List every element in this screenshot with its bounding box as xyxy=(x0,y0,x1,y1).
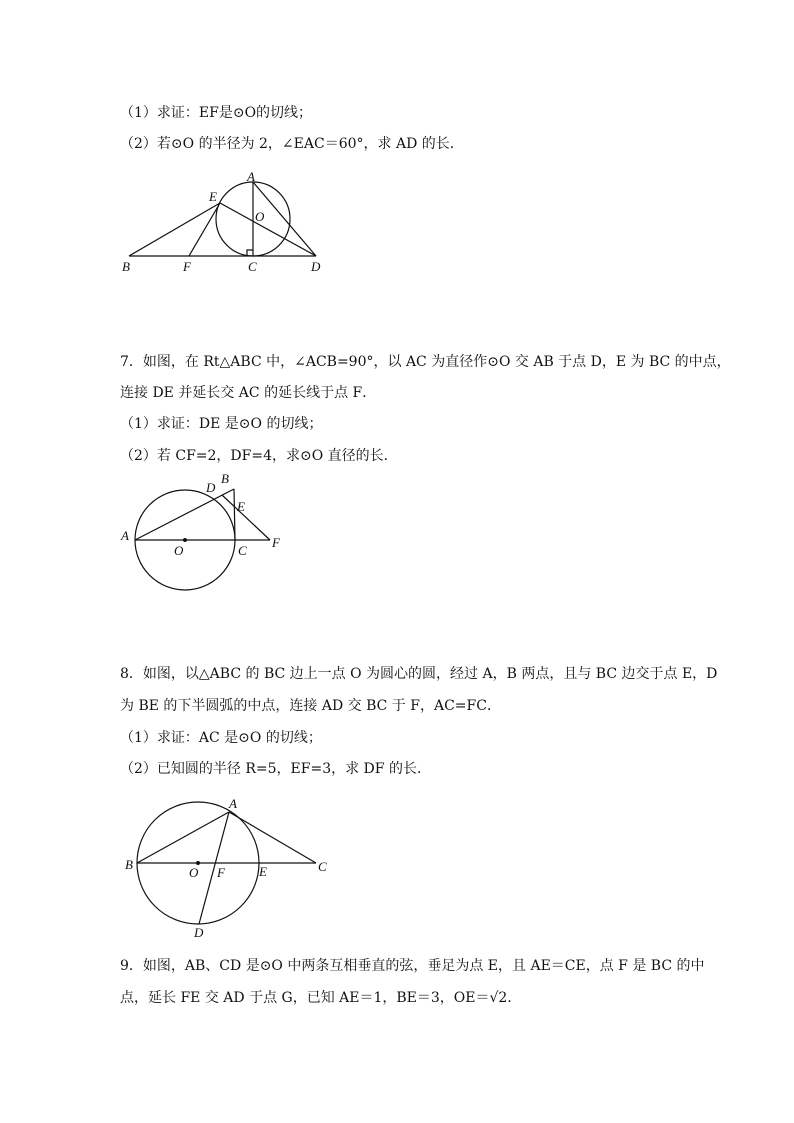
q6-part2: （2）若⊙O 的半径为 2，∠EAC＝60°，求 AD 的长． xyxy=(120,136,464,152)
q8-part1: （1）求证：AC 是⊙O 的切线； xyxy=(120,730,322,746)
fig8-label-f: F xyxy=(217,865,225,880)
fig8-label-e: E xyxy=(259,864,267,879)
fig8-segment-ba xyxy=(137,812,229,863)
fig6-label-f: F xyxy=(183,259,191,274)
fig7-label-a: A xyxy=(121,528,129,543)
q7-line2: 连接 DE 并延长交 AC 的延长线于点 F． xyxy=(120,385,377,401)
q6-part1: （1）求证：EF是⊙O的切线； xyxy=(120,105,313,121)
fig8-segment-ac xyxy=(229,812,316,863)
q7-part2: （2）若 CF=2，DF=4，求⊙O 直径的长． xyxy=(120,448,398,464)
fig8-label-a: A xyxy=(229,796,237,811)
fig7-label-b: B xyxy=(221,471,229,486)
fig8-label-d: D xyxy=(194,925,204,940)
fig7-label-f: F xyxy=(272,535,280,550)
fig8-label-c: C xyxy=(318,859,327,874)
q9-line2: 点，延长 FE 交 AD 于点 G，已知 AE＝1，BE＝3，OE＝√2． xyxy=(120,990,522,1006)
fig8-label-o: O xyxy=(189,865,199,880)
fig6-label-e: E xyxy=(209,189,217,204)
fig6-label-b: B xyxy=(122,259,130,274)
fig7-label-c: C xyxy=(238,543,247,558)
q8-part2: （2）已知圆的半径 R=5，EF=3，求 DF 的长． xyxy=(120,761,431,777)
fig7-label-e: E xyxy=(237,499,245,514)
fig6-label-c: C xyxy=(248,259,257,274)
q9-line1: 9．如图，AB、CD 是⊙O 中两条互相垂直的弦，垂足为点 E，且 AE＝CE，点 F 是 BC 的中 xyxy=(120,958,705,974)
fig6-label-o: O xyxy=(255,209,265,224)
fig8-label-b: B xyxy=(125,857,133,872)
fig6-label-a: A xyxy=(247,169,255,184)
fig7-label-o: O xyxy=(174,543,184,558)
fig6-label-d: D xyxy=(311,259,321,274)
q8-line2: 为 BE 的下半圆弧的中点，连接 AD 交 BC 于 F，AC=FC． xyxy=(120,698,501,714)
fig7-label-d: D xyxy=(206,480,216,495)
q7-line1: 7．如图，在 Rt△ABC 中，∠ACB=90°，以 AC 为直径作⊙O 交 AB 于点 D，E 为 BC 的中点， xyxy=(120,354,731,370)
q8-line1: 8．如图，以△ABC 的 BC 边上一点 O 为圆心的圆，经过 A，B 两点，且与 BC 边交于点 E，D xyxy=(120,666,718,682)
q7-part1: （1）求证：DE 是⊙O 的切线； xyxy=(120,416,323,432)
